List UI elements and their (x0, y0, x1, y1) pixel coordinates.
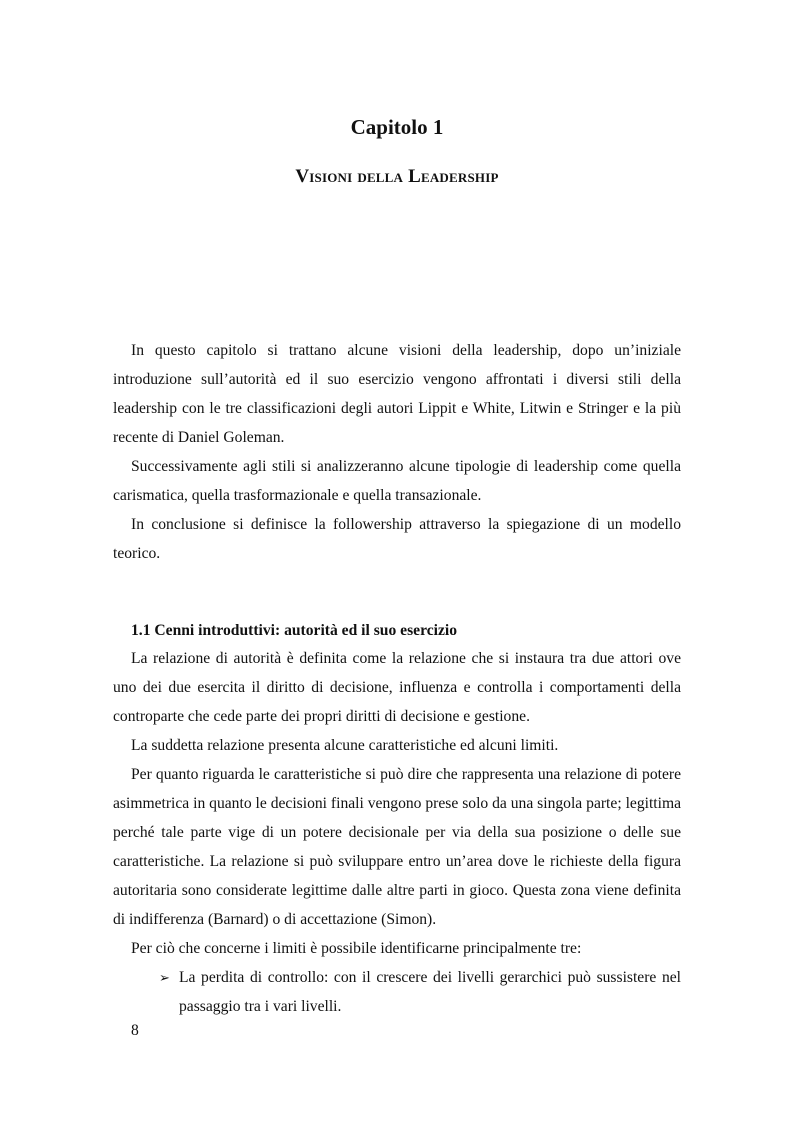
chapter-intro (113, 336, 681, 568)
section-paragraph: La suddetta relazione presenta alcune caratteristiche ed alcuni limiti. (131, 737, 559, 754)
arrow-bullet-icon: ➢ (159, 970, 170, 985)
intro-paragraph: In conclusione si definisce la followership attraverso la spiegazione di un modello teorico. (113, 516, 681, 562)
page-number: 8 (131, 1022, 139, 1039)
section-heading: 1.1 Cenni introduttivi: autorità ed il suo esercizio (131, 622, 458, 639)
intro-paragraph: Successivamente agli stili si analizzeranno alcune tipologie di leadership come quella carismatica, quella trasformazionale e quella transazionale. (113, 458, 681, 504)
chapter-title: Visioni della Leadership (295, 166, 499, 187)
list-item-text: La perdita di controllo: con il crescere dei livelli gerarchici può sussistere nel passaggio tra i vari livelli. (179, 969, 681, 1015)
limits-list (113, 963, 681, 1021)
list-item (159, 963, 681, 1021)
section-paragraph: La relazione di autorità è definita come la relazione che si instaura tra due attori ove uno dei due esercita il diritto di decisione, influenza e controlla i comportamenti della controparte che cede parte dei propri diritti di decisione e gestione. (113, 650, 681, 725)
intro-paragraph: In questo capitolo si trattano alcune visioni della leadership, dopo un’iniziale introduzione sull’autorità ed il suo esercizio vengono affrontati i diversi stili della leadership con le tre classificazioni degli autori Lippit e White, Litwin e Stringer e la più recente di Daniel Goleman. (113, 342, 681, 446)
section-paragraph: Per quanto riguarda le caratteristiche si può dire che rappresenta una relazione di potere asimmetrica in quanto le decisioni finali vengono prese solo da una singola parte; legittima perché tale parte vige di un potere decisionale per via della sua posizione o delle sue caratteristiche. La relazione si può sviluppare entro un’area dove le richieste della figura autoritaria sono considerate legittime dalle altre parti in gioco. Questa zona viene definita di indifferenza (Barnard) o di accettazione (Simon). (113, 766, 681, 928)
section-paragraph: Per ciò che concerne i limiti è possibile identificarne principalmente tre: (131, 940, 582, 957)
section-1-1 (113, 618, 681, 1021)
chapter-label: Capitolo 1 (350, 115, 444, 139)
